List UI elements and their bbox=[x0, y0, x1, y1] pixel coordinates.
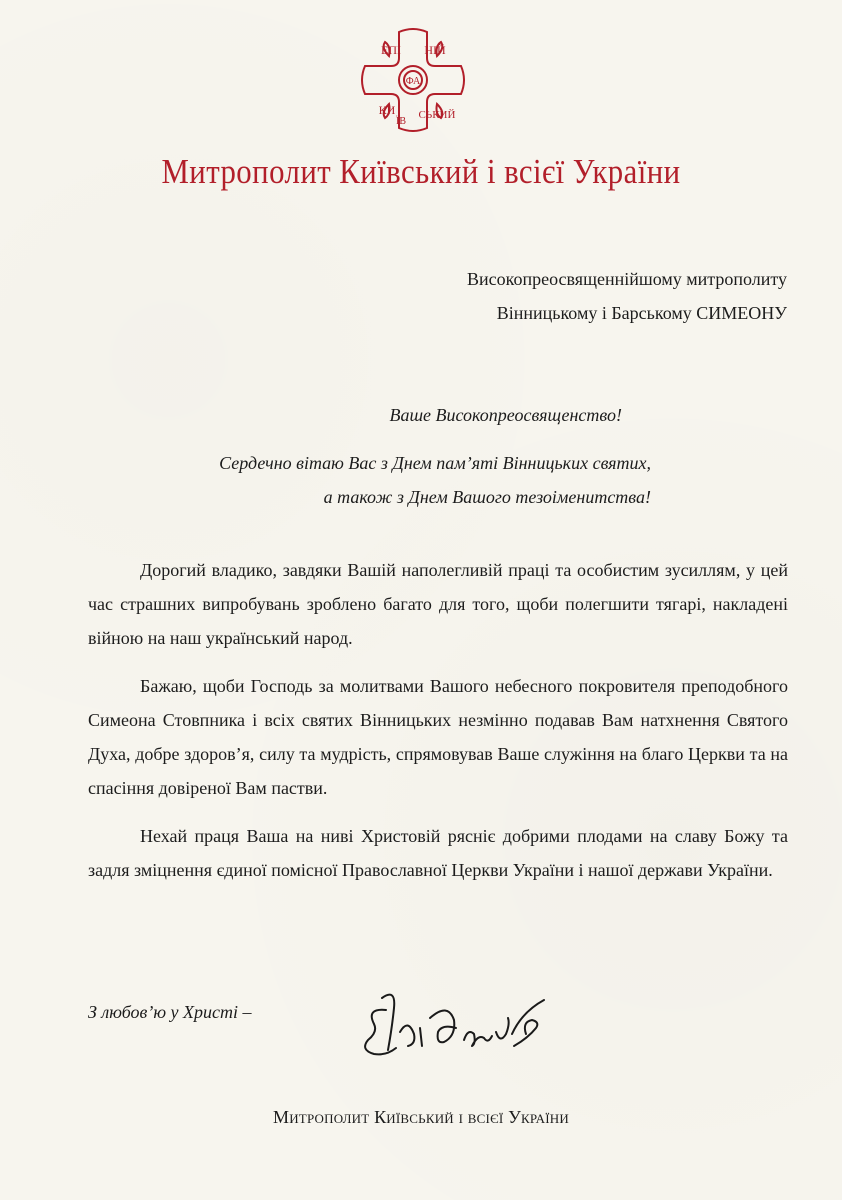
body-paragraph-2: Бажаю, щоби Господь за молитвами Вашого небесного покровителя преподобного Симеона Стовпника і всіх святих Вінницьких незмінно подавав Вам натхнення Святого Духа, добре здоров’я, силу та мудрість, спрямовував Ваше служіння на благо Церкви та на спасіння довіреної Вам пастви. bbox=[88, 676, 788, 798]
emblem-letters-center: ФА bbox=[405, 76, 421, 87]
salutation: Ваше Високопреосвященство! bbox=[389, 405, 622, 425]
emblem-letters-5: СЬКИЙ bbox=[418, 109, 456, 121]
signatory-title: Митрополит Київський і всієї України bbox=[273, 1107, 569, 1127]
emblem-letters-3: КИ bbox=[378, 103, 396, 117]
emblem-letters-1: ЕПІ bbox=[381, 43, 401, 57]
body-paragraph-1: Дорогий владико, завдяки Вашій наполегливій праці та особистим зусиллям, у цей час страшних випробувань зроблено багато для того, щоби полегшити тягарі, накладені війною на наш український народ. bbox=[88, 560, 788, 648]
addressee-line-1: Високопреосвященнійшому митрополиту bbox=[467, 269, 787, 289]
monogram-cross-emblem bbox=[361, 28, 465, 132]
closing-phrase: З любов’ю у Христі – bbox=[88, 1002, 252, 1022]
letterhead-title: Митрополит Київський і всієї України bbox=[161, 152, 681, 191]
emblem-letters-2: НІЙ bbox=[424, 43, 446, 57]
body-paragraph-3: Нехай праця Ваша на ниві Христовій рясніє добрими плодами на славу Божу та задля зміцнення єдиної помісної Православної Церкви України і нашої держави України. bbox=[88, 826, 788, 880]
addressee-line-2: Вінницькому і Барському СИМЕОНУ bbox=[496, 303, 787, 323]
addressee-block bbox=[467, 262, 787, 330]
handwritten-signature bbox=[356, 988, 556, 1068]
letter-body bbox=[88, 553, 788, 901]
emblem-letters-4: ЇВ bbox=[396, 116, 406, 127]
greeting-line-2: а також з Днем Вашого тезоіменитства! bbox=[323, 487, 651, 507]
greeting-line-1: Сердечно вітаю Вас з Днем пам’яті Вінницьких святих, bbox=[219, 453, 651, 473]
